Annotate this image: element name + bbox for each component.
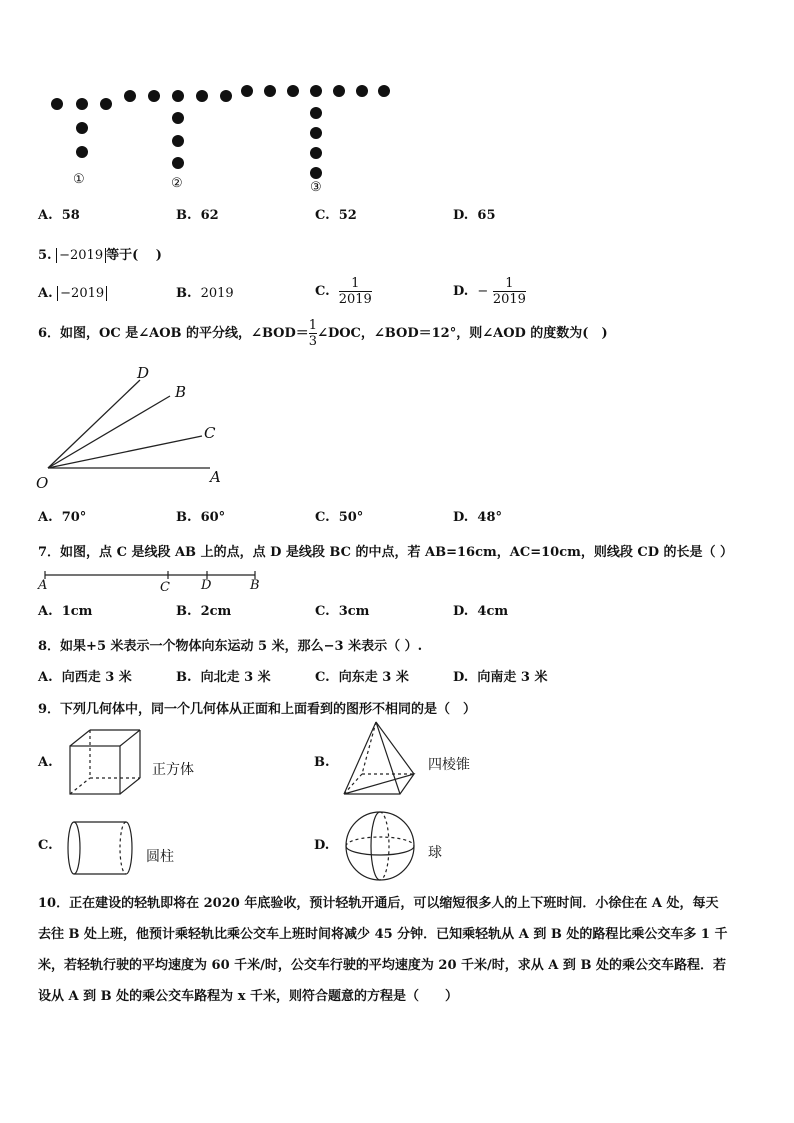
point-label-d: D: [201, 578, 212, 593]
q9-option-a-letter: A.: [38, 755, 53, 770]
point-label-a: A: [38, 578, 48, 593]
q9-option-d-letter: D.: [314, 838, 330, 853]
q8-option-c: C. 向东走 3 米: [315, 670, 409, 685]
q10-stem: [38, 888, 768, 1012]
absolute-value-expression: −2019: [56, 248, 106, 263]
dot: [310, 85, 322, 97]
q8-option-d: D. 向南走 3 米: [453, 670, 548, 685]
q7-option-d: D. 4cm: [453, 604, 509, 619]
dot: [76, 98, 88, 110]
q5-option-b: B. 2019: [176, 286, 234, 301]
q7-stem: 7．如图，点 C 是线段 AB 上的点，点 D 是线段 BC 的中点，若 AB=16cm，AC=10cm，则线段 CD 的长是（ ）: [38, 545, 734, 560]
q6-option-b: B. 60°: [176, 510, 226, 525]
q5-option-d: D. − $\frac{1}{2019}$: [453, 276, 526, 307]
fraction: $\frac{1}{2019}$: [338, 276, 372, 307]
figure-label-2: ②: [171, 176, 183, 191]
q5-stem: 5. −2019 等于( ): [38, 248, 162, 263]
q7-option-a: A. 1cm: [38, 604, 93, 619]
point-label-d: D: [137, 364, 150, 382]
q4-option-c: C. 52: [315, 208, 357, 223]
point-label-c: C: [204, 424, 216, 442]
dot: [310, 167, 322, 179]
dot: [378, 85, 390, 97]
q9-stem: 9．下列几何体中，同一个几何体从正面和上面看到的图形不相同的是（ ）: [38, 702, 477, 717]
q4-option-d: D. 65: [453, 208, 496, 223]
q6-stem: 6．如图，OC 是∠AOB 的平分线，∠BOD＝ $\frac{1}{3}$ ∠DOC，∠BOD＝12°，则∠AOD 的度数为( ): [38, 318, 608, 349]
dot: [124, 90, 136, 102]
q4-option-a: A. 58: [38, 208, 80, 223]
dot: [220, 90, 232, 102]
point-label-b: B: [250, 578, 260, 593]
ray-od: [48, 380, 140, 468]
fraction: $\frac{1}{2019}$: [492, 276, 526, 307]
q7-option-b: B. 2cm: [176, 604, 232, 619]
cylinder-label: 圆柱: [146, 849, 174, 865]
q10-line: 去往 B 处上班，他预计乘轻轨比乘公交车上班时间将减少 45 分钟．已知乘轻轨从 A 到 B 处的路程比乘公交车多 1 千: [38, 927, 728, 942]
figure-label-1: ①: [73, 172, 85, 187]
point-label-c: C: [160, 580, 170, 595]
dot: [310, 107, 322, 119]
dot: [172, 112, 184, 124]
q8-option-b: B. 向北走 3 米: [176, 670, 271, 685]
dot: [241, 85, 253, 97]
dot: [310, 127, 322, 139]
q7-option-c: C. 3cm: [315, 604, 370, 619]
pyramid-label: 四棱锥: [428, 757, 470, 773]
dot: [172, 157, 184, 169]
ray-ob: [48, 396, 170, 468]
dot: [148, 90, 160, 102]
dot: [356, 85, 368, 97]
cube-figure: [66, 726, 146, 798]
dot: [76, 146, 88, 158]
point-label-a: A: [210, 468, 221, 486]
ray-oc: [48, 436, 202, 468]
dot: [172, 135, 184, 147]
dot: [100, 98, 112, 110]
dot: [76, 122, 88, 134]
sphere-label: 球: [428, 845, 442, 861]
pyramid-figure: [338, 718, 418, 798]
q10-line: 10．正在建设的轻轨即将在 2020 年底验收，预计轻轨开通后，可以缩短很多人的上下班时间．小徐住在 A 处，每天: [38, 896, 719, 911]
dot: [196, 90, 208, 102]
dot: [310, 147, 322, 159]
point-label-o: O: [36, 474, 49, 492]
fraction: $\frac{1}{3}$: [308, 318, 318, 349]
q9-option-b-letter: B.: [314, 755, 330, 770]
q6-option-c: C. 50°: [315, 510, 364, 525]
q5-option-c: C. $\frac{1}{2019}$: [315, 276, 372, 307]
figure-label-3: ③: [310, 180, 322, 195]
q8-stem: 8．如果+5 米表示一个物体向东运动 5 米，那么−3 米表示（ ）.: [38, 639, 423, 654]
dot: [172, 90, 184, 102]
point-label-b: B: [175, 383, 187, 401]
dot: [51, 98, 63, 110]
cube-label: 正方体: [152, 762, 194, 778]
dot-pattern-figure: [0, 0, 794, 200]
sphere-figure: [342, 808, 418, 884]
q4-option-b: B. 62: [176, 208, 219, 223]
angle-diagram: [30, 360, 230, 495]
dot: [264, 85, 276, 97]
q6-option-d: D. 48°: [453, 510, 502, 525]
q6-option-a: A. 70°: [38, 510, 87, 525]
segment-diagram: [30, 565, 270, 597]
cylinder-figure: [64, 818, 140, 880]
q9-option-c-letter: C.: [38, 838, 53, 853]
dot: [333, 85, 345, 97]
dot: [287, 85, 299, 97]
q8-option-a: A. 向西走 3 米: [38, 670, 132, 685]
q10-line: 米，若轻轨行驶的平均速度为 60 千米/时，公交车行驶的平均速度为 20 千米/时，求从 A 到 B 处的乘公交车路程．若: [38, 958, 726, 973]
q5-option-a: A. −2019: [38, 286, 107, 301]
q10-line: 设从 A 到 B 处的乘公交车路程为 x 千米，则符合题意的方程是（ ）: [38, 989, 458, 1004]
